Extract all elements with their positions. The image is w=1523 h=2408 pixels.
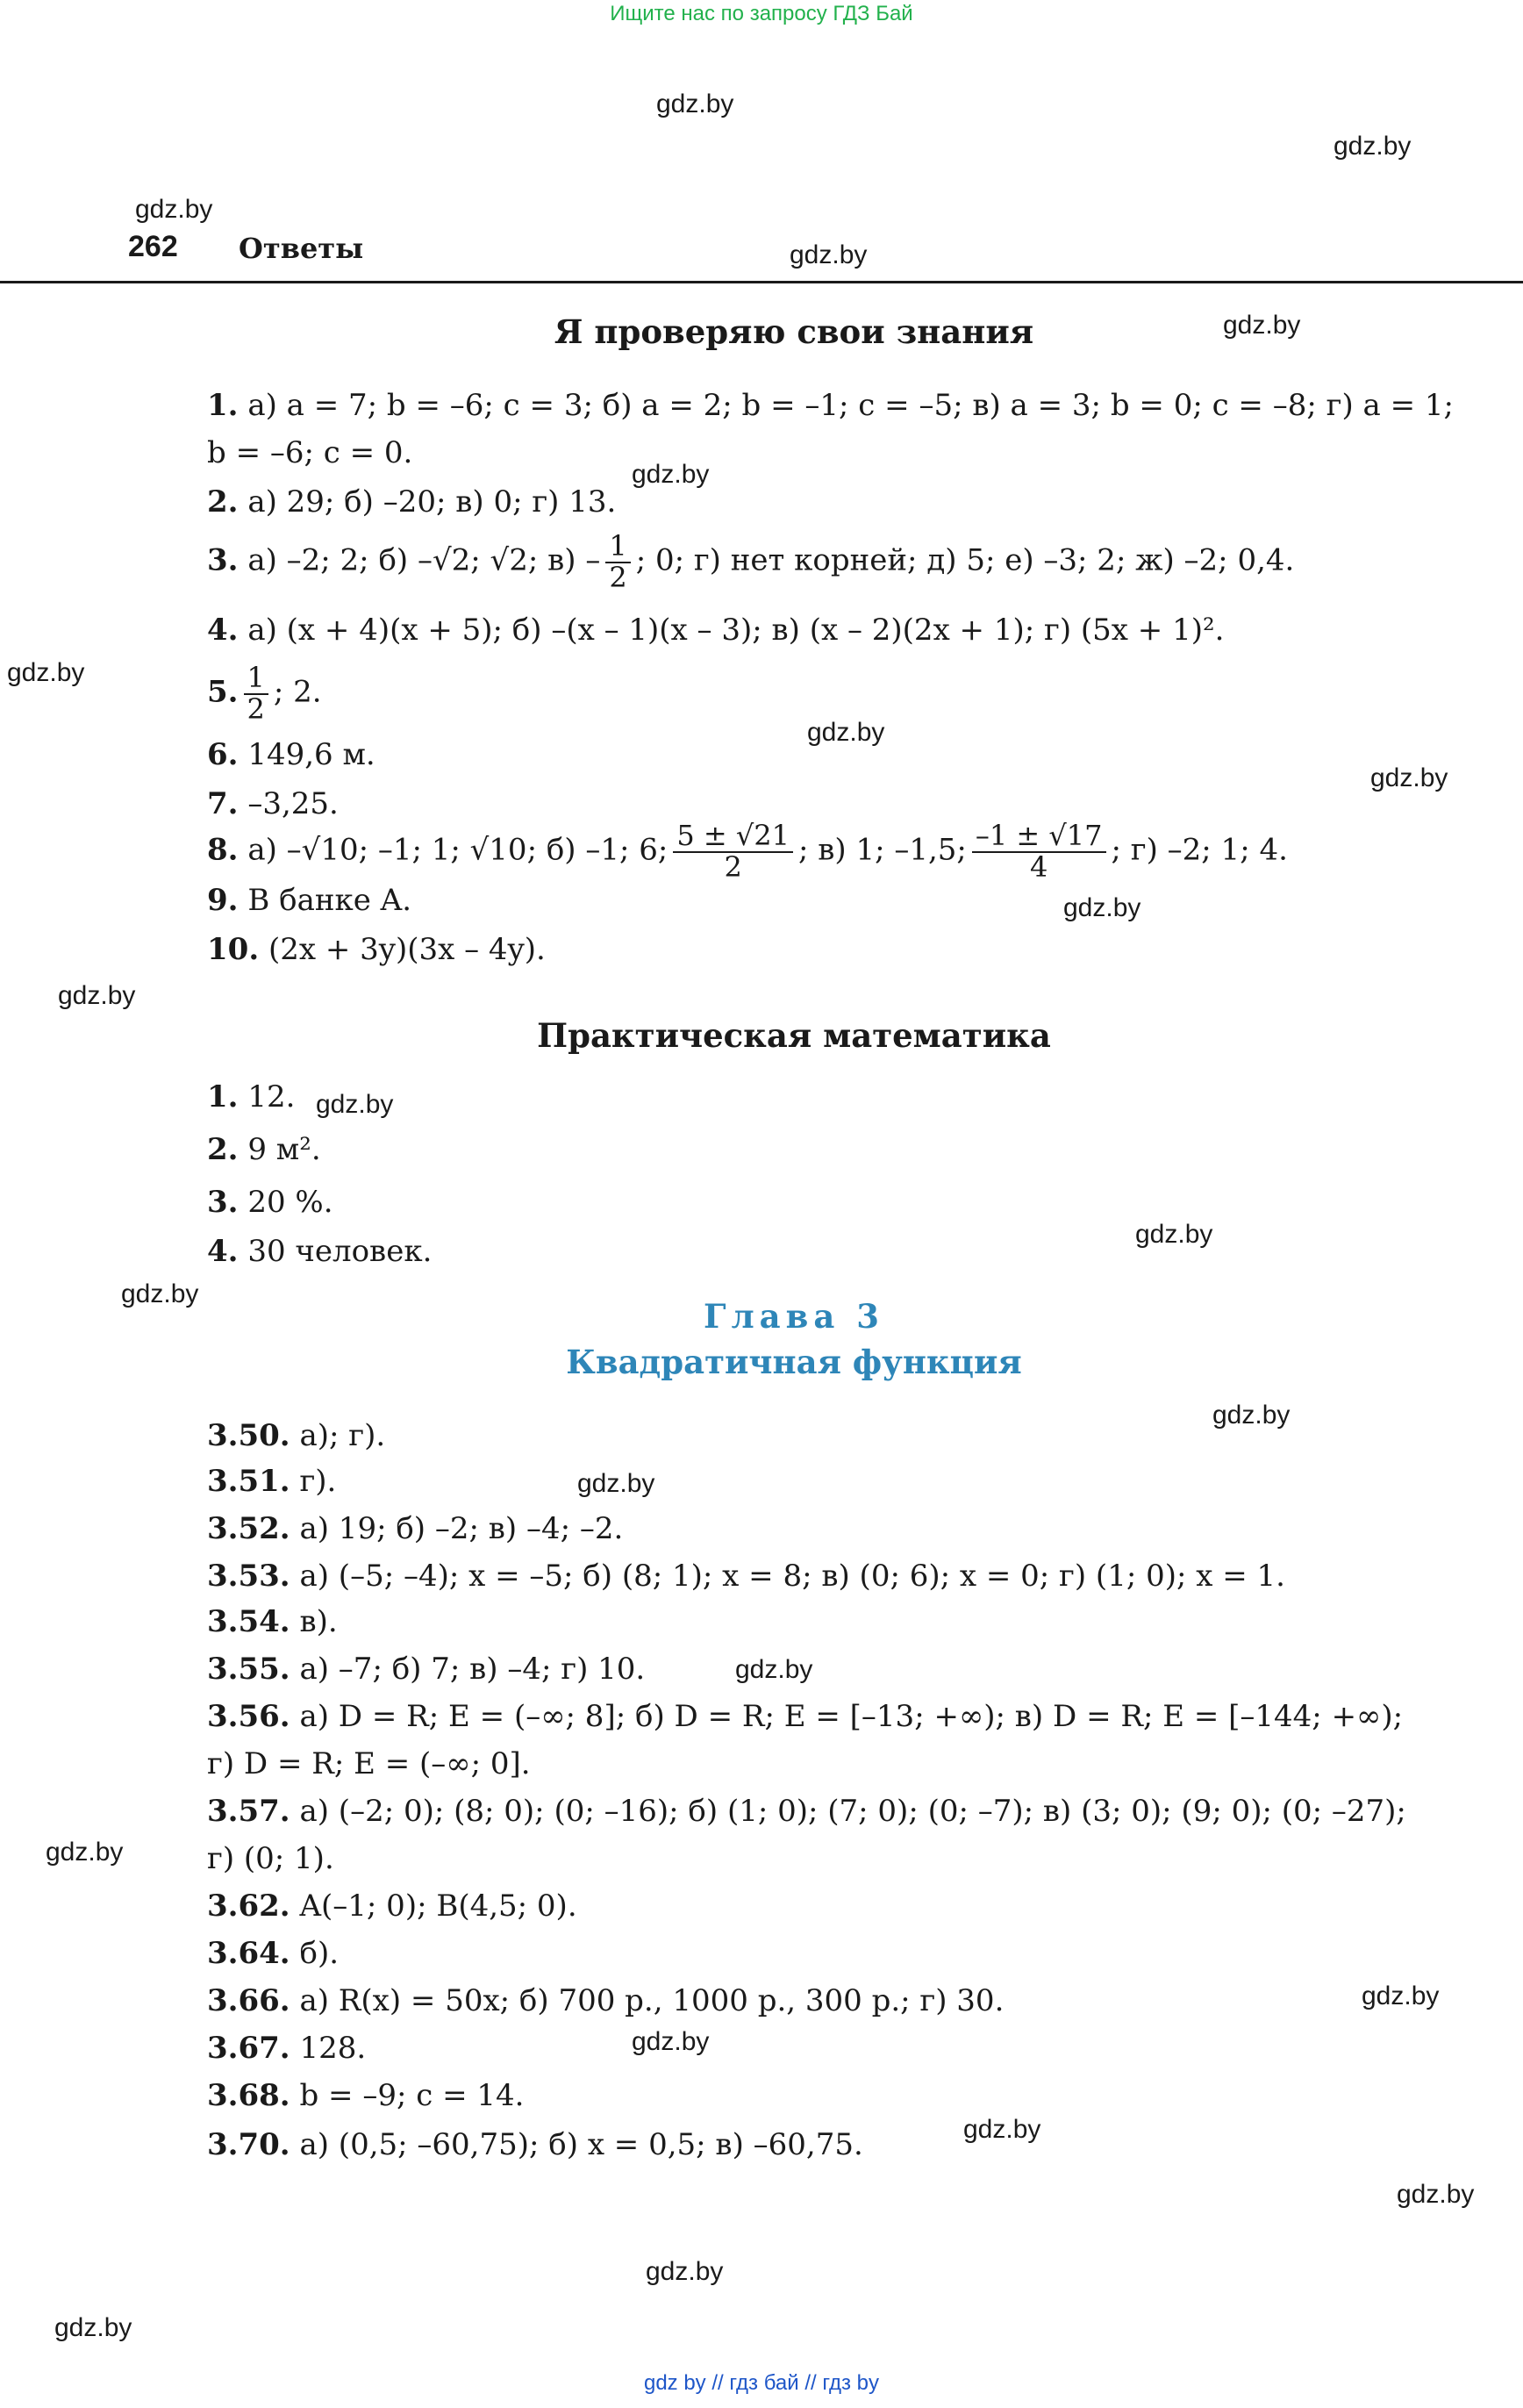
answer-line: b = –6; c = 0. (207, 435, 413, 470)
answer-line: 8. а) –√10; –1; 1; √10; б) –1; 6; $\frac{5 \pm √21}{2}$ ; в) 1; –1,5; $\frac{-1 \pm √17}{4}$ ; г) –2; 1; 4. (207, 819, 1288, 884)
answer-line: 5. $\frac{1}{2}$ ; 2. (207, 661, 322, 726)
answer-line: 3.56. а) D = R; E = (–∞; 8]; б) D = R; E = [–13; +∞); в) D = R; E = [–144; +∞); (207, 1699, 1404, 1734)
watermark: gdz.by (121, 1279, 199, 1308)
watermark: gdz.by (1362, 1982, 1440, 2010)
answer-line: 2. а) 29; б) –20; в) 0; г) 13. (207, 484, 617, 520)
fraction: $\frac{5 \pm √21}{2}$ (673, 821, 793, 882)
watermark: gdz.by (1212, 1401, 1291, 1430)
answer-line: 3.66. а) R(x) = 50x; б) 700 р., 1000 р., 300 р.; г) 30. (207, 1983, 1005, 2018)
answer-line: 3.57. а) (–2; 0); (8; 0); (0; –16); б) (1; 0); (7; 0); (0; –7); в) (3; 0); (9; 0); (0; –27); (207, 1794, 1406, 1829)
chapter-title: Глава 3 (704, 1297, 884, 1336)
watermark: gdz.by (7, 658, 85, 687)
answer-line: 2. 9 м². (207, 1132, 321, 1167)
bottom-banner[interactable]: gdz by // гдз бай // гдз by (643, 2371, 880, 2395)
watermark: gdz.by (58, 981, 136, 1010)
answer-line: 3.54. в). (207, 1604, 338, 1639)
answer-line: 3.51. г). (207, 1464, 337, 1499)
answer-line: 3.52. а) 19; б) –2; в) –4; –2. (207, 1511, 624, 1546)
answer-line: 1. 12. (207, 1079, 296, 1114)
answer-line: 3. а) –2; 2; б) –√2; √2; в) – $\frac{1}{2}$ ; 0; г) нет корней; д) 5; е) –3; 2; ж) –2; 0,4. (207, 529, 1295, 594)
answer-line: 4. 30 человек. (207, 1234, 433, 1269)
watermark: gdz.by (656, 90, 734, 118)
watermark: gdz.by (1397, 2180, 1475, 2209)
watermark: gdz.by (577, 1469, 655, 1498)
answer-line: 3.53. а) (–5; –4); x = –5; б) (8; 1); x = 8; в) (0; 6); x = 0; г) (1; 0); x = 1. (207, 1559, 1285, 1594)
watermark: gdz.by (632, 460, 710, 489)
answer-line: 9. В банке A. (207, 883, 412, 918)
running-title: Ответы (239, 232, 364, 265)
watermark: gdz.by (1334, 132, 1412, 161)
answer-line: 3.55. а) –7; б) 7; в) –4; г) 10. (207, 1652, 646, 1687)
answer-line: 3.64. б). (207, 1936, 340, 1971)
section-title-practical: Практическая математика (537, 1016, 1051, 1055)
fraction: $\frac{1}{2}$ (605, 532, 630, 592)
answer-line: г) (0; 1). (207, 1841, 334, 1876)
answer-line: 3.70. а) (0,5; –60,75); б) x = 0,5; в) –60,75. (207, 2127, 863, 2162)
top-banner[interactable]: Ищите нас по запросу ГДЗ Бай (610, 2, 913, 25)
watermark: gdz.by (1135, 1220, 1213, 1249)
answer-line: 3.50. а); г). (207, 1418, 386, 1453)
fraction: $\frac{-1 \pm √17}{4}$ (972, 821, 1106, 882)
answer-line: г) D = R; E = (–∞; 0]. (207, 1746, 531, 1781)
chapter-subtitle: Квадратичная функция (566, 1343, 1022, 1381)
watermark: gdz.by (46, 1838, 124, 1867)
answer-line: 1. а) a = 7; b = –6; c = 3; б) a = 2; b = –1; c = –5; в) a = 3; b = 0; c = –8; г) a = 1; (207, 388, 1454, 423)
watermark: gdz.by (646, 2257, 724, 2286)
answer-line: 3.67. 128. (207, 2031, 367, 2066)
answer-line: 6. 149,6 м. (207, 737, 375, 772)
answer-line: 3.68. b = –9; c = 14. (207, 2078, 525, 2113)
watermark: gdz.by (135, 195, 213, 224)
watermark: gdz.by (316, 1090, 394, 1119)
answer-line: 4. а) (x + 4)(x + 5); б) –(x – 1)(x – 3); в) (x – 2)(2x + 1); г) (5x + 1)². (207, 613, 1225, 648)
answer-line: 7. –3,25. (207, 786, 339, 821)
watermark: gdz.by (632, 2027, 710, 2056)
answer-line: 3. 20 %. (207, 1185, 333, 1220)
watermark: gdz.by (807, 718, 885, 747)
watermark: gdz.by (790, 240, 868, 269)
answer-line: 3.62. A(–1; 0); B(4,5; 0). (207, 1888, 577, 1924)
watermark: gdz.by (1370, 763, 1448, 792)
section-title-check: Я проверяю свои знания (554, 312, 1034, 351)
watermark: gdz.by (1223, 311, 1301, 340)
watermark: gdz.by (735, 1655, 813, 1684)
watermark: gdz.by (54, 2313, 132, 2342)
answer-line: 10. (2x + 3y)(3x – 4y). (207, 932, 546, 967)
header-rule (0, 281, 1523, 283)
watermark: gdz.by (963, 2115, 1041, 2144)
watermark: gdz.by (1063, 893, 1141, 922)
page-number: 262 (128, 230, 178, 263)
fraction: $\frac{1}{2}$ (244, 663, 268, 724)
